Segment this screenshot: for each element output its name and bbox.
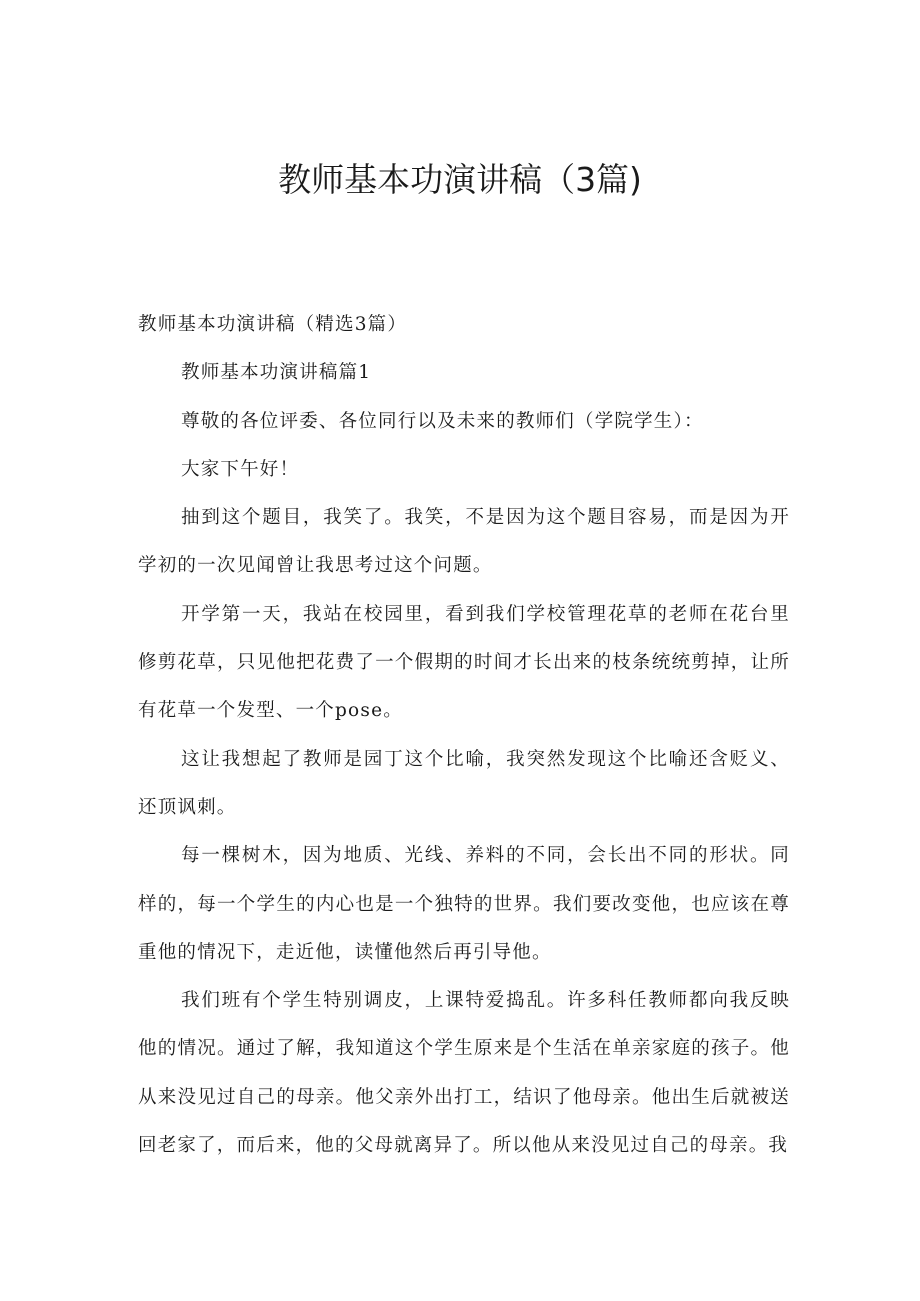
- body-paragraph: 我们班有个学生特别调皮，上课特爱捣乱。许多科任教师都向我反映他的情况。通过了解，我知道这个学生原来是个生活在单亲家庭的孩子。他从来没见过自己的母亲。他父亲外出打工，结识了他母亲。他出生后就被送回老家了，而后来，他的父母就离异了。所以他从来没见过自己的母亲。我: [138, 990, 790, 1157]
- body-paragraph: 开学第一天，我站在校园里，看到我们学校管理花草的老师在花台里修剪花草，只见他把花费了一个假期的时间才长出来的枝条统统剪掉，让所有花草一个发型、一个pose。: [138, 603, 790, 722]
- body-paragraph: 这让我想起了教师是园丁这个比喻，我突然发现这个比喻还含贬义、还顶讽刺。: [138, 748, 790, 818]
- subtitle-paragraph: 教师基本功演讲稿（精选3篇）: [138, 314, 408, 335]
- body-paragraph: 抽到这个题目，我笑了。我笑，不是因为这个题目容易，而是因为开学初的一次见闻曾让我思考过这个问题。: [138, 507, 790, 577]
- greeting-paragraph: 大家下午好！: [181, 458, 300, 480]
- document-body: [138, 301, 790, 1170]
- document-title: 教师基本功演讲稿（3篇): [278, 160, 642, 199]
- body-paragraph: 每一棵树木，因为地质、光线、养料的不同，会长出不同的形状。同样的，每一个学生的内心也是一个独特的世界。我们要改变他，也应该在尊重他的情况下，走近他，读懂他然后再引导他。: [138, 845, 790, 963]
- salutation-paragraph: 尊敬的各位评委、各位同行以及未来的教师们（学院学生）：: [181, 410, 704, 432]
- section-heading: 教师基本功演讲稿篇1: [181, 362, 372, 384]
